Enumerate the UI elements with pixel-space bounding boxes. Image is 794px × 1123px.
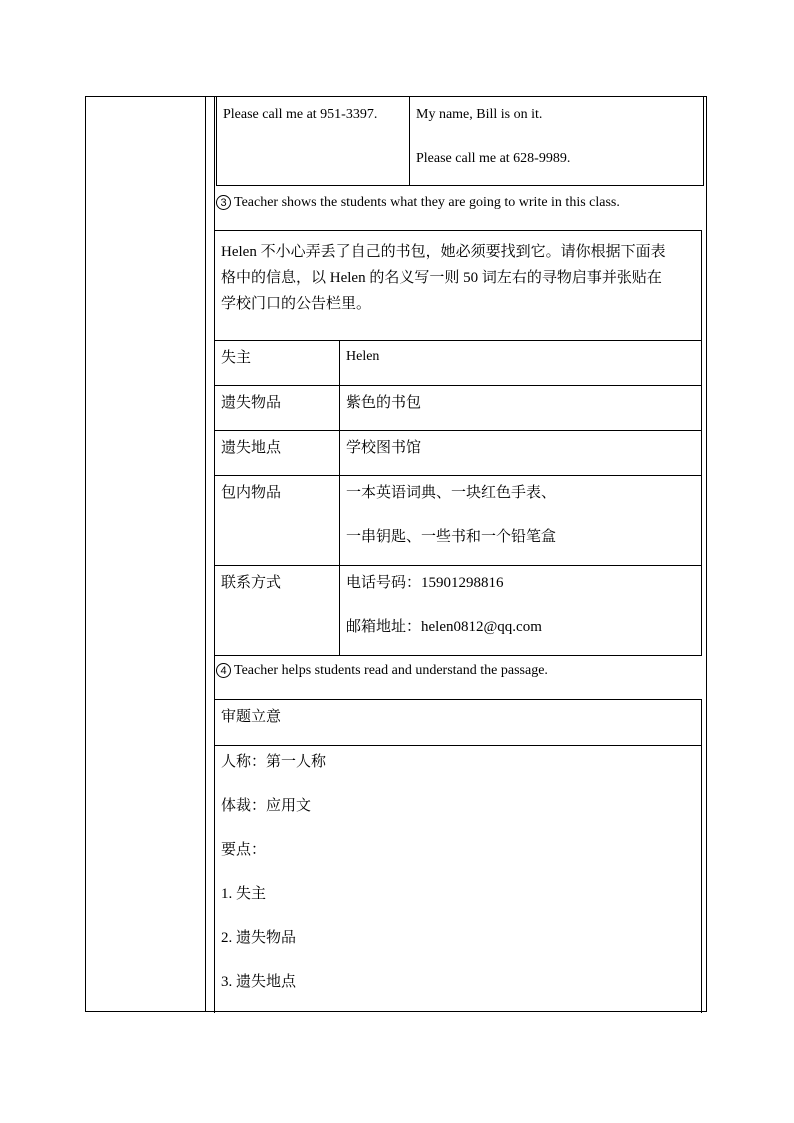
task-row-label: 联系方式: [215, 566, 340, 656]
analysis-table: [214, 699, 702, 1013]
analysis-line: 人称：第一人称: [221, 754, 327, 770]
task-row-lost-place: [215, 431, 702, 476]
step-4-text: Teacher helps students read and understand the passage.: [234, 663, 548, 678]
call-table-right-cell: [410, 97, 704, 186]
task-row-value-line1: 一本英语词典、一块红色手表、: [346, 485, 557, 501]
task-row-bag-contents: [215, 476, 702, 566]
call-right-line1: My name, Bill is on it.: [416, 107, 543, 122]
task-table: [214, 230, 702, 656]
task-prompt-line3: 学校门口的公告栏里。: [221, 296, 372, 312]
step-3-text: Teacher shows the students what they are going to write in this class.: [234, 195, 620, 210]
task-prompt-line1: Helen 不小心弄丢了自己的书包，她必须要找到它。请你根据下面表: [221, 244, 666, 260]
analysis-line: 体裁：应用文: [221, 798, 312, 814]
analysis-line: 2. 遗失物品: [221, 930, 297, 946]
task-row-value-cell: [340, 476, 702, 566]
task-row-label: 包内物品: [215, 476, 340, 566]
step-4: [216, 661, 548, 681]
task-row-label: 失主: [215, 341, 340, 386]
task-row-contact: [215, 566, 702, 656]
analysis-line: 1. 失主: [221, 886, 267, 902]
task-row-value: Helen: [340, 341, 702, 386]
step-3-number: 3: [216, 195, 231, 210]
call-left-text: Please call me at 951-3397.: [223, 107, 378, 122]
outer-left-column: [86, 97, 206, 1011]
task-row-value: 学校图书馆: [340, 431, 702, 476]
task-row-lost-item: [215, 386, 702, 431]
task-row-value: 紫色的书包: [340, 386, 702, 431]
step-3: [216, 193, 620, 213]
call-right-line2: Please call me at 628-9989.: [416, 151, 571, 166]
task-prompt-line2: 格中的信息，以 Helen 的名义写一则 50 词左右的寻物启事并张贴在: [221, 270, 662, 286]
step-4-number: 4: [216, 663, 231, 678]
task-row-value-line1: 电话号码：15901298816: [346, 575, 504, 591]
analysis-line: 3. 遗失地点: [221, 974, 297, 990]
analysis-header: 审题立意: [215, 700, 702, 746]
analysis-line: 要点：: [221, 842, 267, 858]
task-row-owner: [215, 341, 702, 386]
task-row-value-line2: 一串钥匙、一些书和一个铅笔盒: [346, 529, 557, 545]
task-row-value-cell: [340, 566, 702, 656]
task-row-label: 遗失地点: [215, 431, 340, 476]
task-row-value-line2: 邮箱地址：helen0812@qq.com: [346, 619, 542, 635]
task-row-label: 遗失物品: [215, 386, 340, 431]
call-table: [216, 96, 704, 186]
task-prompt-cell: [215, 231, 702, 341]
call-table-left-cell: [217, 97, 410, 186]
analysis-body: [215, 746, 702, 1013]
